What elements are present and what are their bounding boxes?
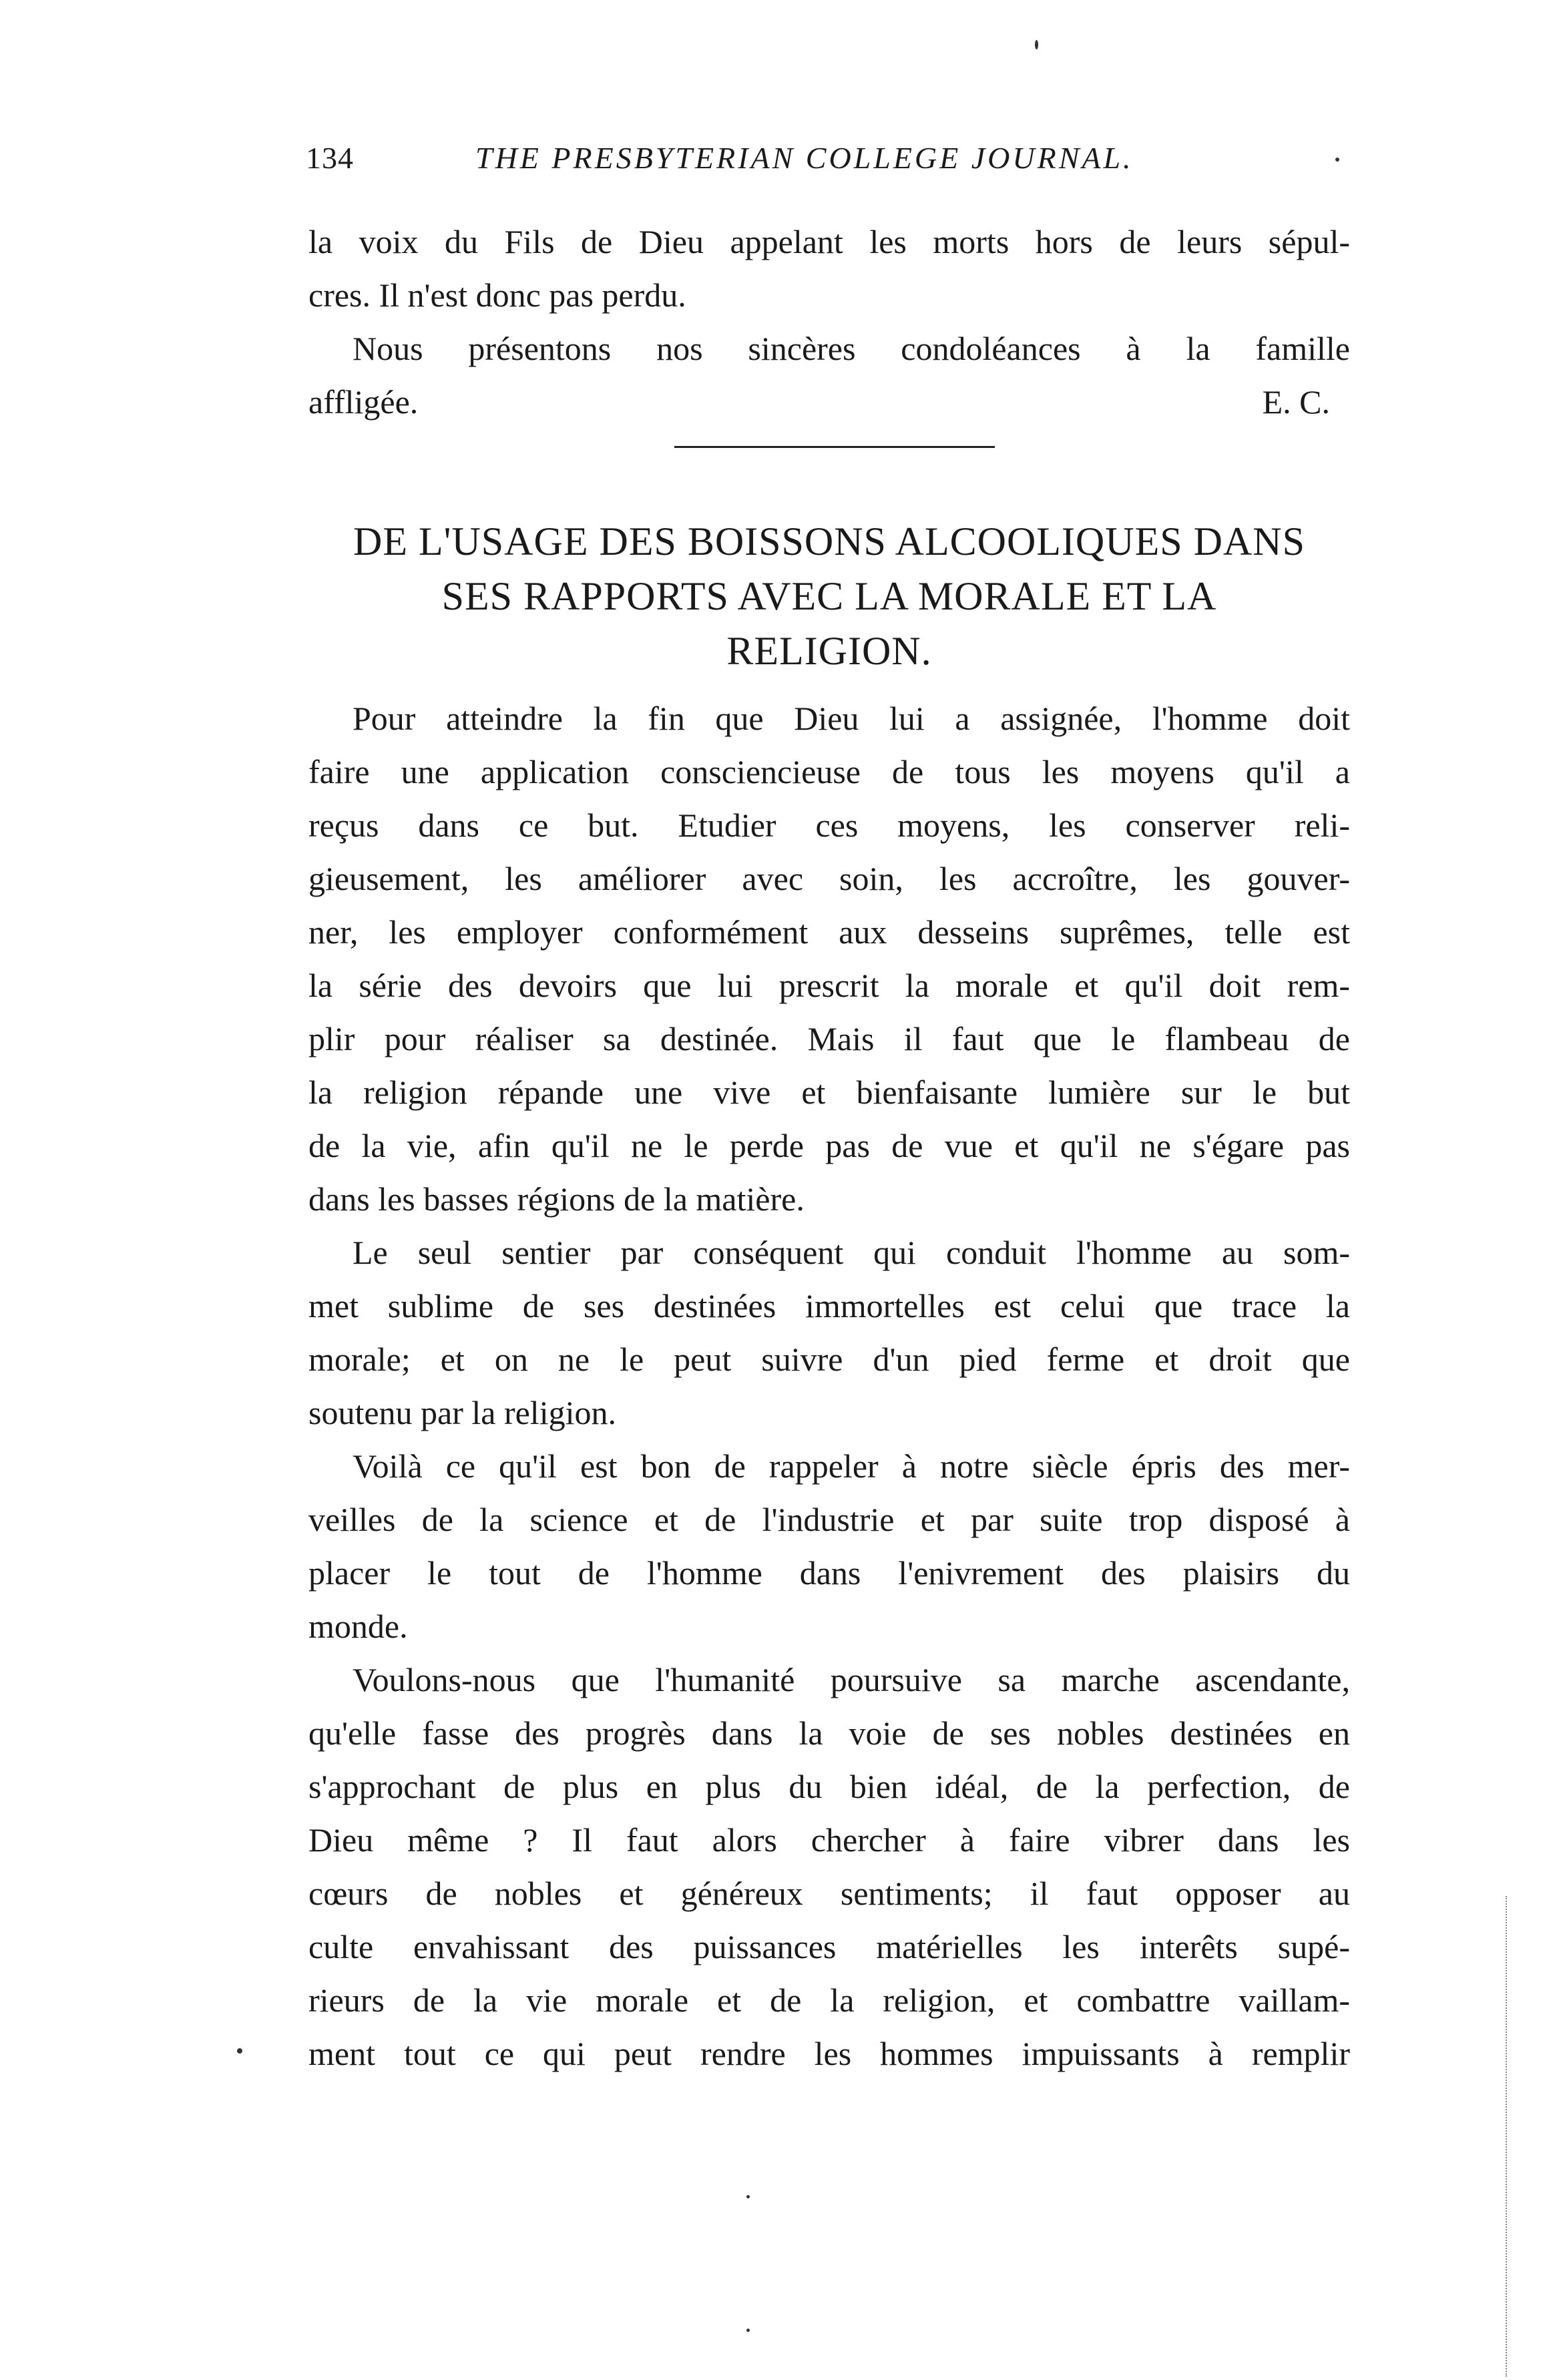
article-title <box>308 514 1350 678</box>
paragraph-3 <box>308 1439 1350 1653</box>
page-header <box>306 140 1347 187</box>
text-line: soutenu par la religion. <box>308 1394 616 1431</box>
intro-paragraph <box>308 215 1350 429</box>
paragraph-2 <box>308 1226 1350 1439</box>
text-line: cres. Il n'est donc pas perdu. <box>308 276 686 314</box>
page-number: 134 <box>306 141 354 175</box>
text-line: ment tout ce qui peut rendre les hommes impuissants à remplir <box>308 2035 1350 2072</box>
section-divider <box>674 446 995 448</box>
text-line: cœurs de nobles et généreux sentiments; il faut opposer au <box>308 1875 1350 1912</box>
scan-speck <box>1035 40 1038 49</box>
paragraph-4 <box>308 1653 1350 2080</box>
text-line: la voix du Fils de Dieu appelant les morts hors de leurs sépul- <box>308 223 1350 260</box>
text-line: met sublime de ses destinées immortelles est celui que trace la <box>308 1287 1350 1325</box>
scan-margin-line <box>1506 1896 1507 2377</box>
condolence-signature-line <box>308 375 1350 429</box>
text-line: qu'elle fasse des progrès dans la voie de ses nobles destinées en <box>308 1714 1350 1752</box>
text-line: Voulons-nous que l'humanité poursuive sa marche ascendante, <box>353 1661 1350 1698</box>
title-line: RELIGION. <box>726 629 932 673</box>
text-line: plir pour réaliser sa destinée. Mais il faut que le flambeau de <box>308 1020 1350 1057</box>
text-line: placer le tout de l'homme dans l'enivrement des plaisirs du <box>308 1554 1350 1592</box>
text-line: Pour atteindre la fin que Dieu lui a assignée, l'homme doit <box>353 700 1350 737</box>
text-line: Dieu même ? Il faut alors chercher à faire vibrer dans les <box>308 1821 1350 1859</box>
text-line: reçus dans ce but. Etudier ces moyens, les conserver reli- <box>308 806 1350 844</box>
text-line: faire une application consciencieuse de tous les moyens qu'il a <box>308 753 1350 790</box>
text-line: s'approchant de plus en plus du bien idéal, de la perfection, de <box>308 1768 1350 1805</box>
text-line: monde. <box>308 1608 408 1645</box>
title-line: SES RAPPORTS AVEC LA MORALE ET LA <box>441 574 1217 618</box>
text-line: culte envahissant des puissances matérielles les interêts supé- <box>308 1928 1350 1965</box>
scan-speck <box>746 2195 750 2198</box>
text-line: Le seul sentier par conséquent qui conduit l'homme au som- <box>353 1234 1350 1271</box>
text-line: veilles de la science et de l'industrie et par suite trop disposé à <box>308 1501 1350 1538</box>
scan-speck <box>1335 158 1339 162</box>
title-line: DE L'USAGE DES BOISSONS ALCOOLIQUES DANS <box>353 519 1305 563</box>
text-line: de la vie, afin qu'il ne le perde pas de vue et qu'il ne s'égare pas <box>308 1127 1350 1164</box>
text-line: Voilà ce qu'il est bon de rappeler à notre siècle épris des mer- <box>353 1447 1350 1485</box>
text-line: morale; et on ne le peut suivre d'un pied ferme et droit que <box>308 1341 1350 1378</box>
condolence-line: Nous présentons nos sincères condoléances à la famille <box>353 330 1350 367</box>
scan-speck <box>237 2048 242 2054</box>
text-line: dans les basses régions de la matière. <box>308 1180 805 1218</box>
text-line: la religion répande une vive et bienfaisante lumière sur le but <box>308 1074 1350 1111</box>
signature: E. C. <box>1262 383 1330 421</box>
text-line: la série des devoirs que lui prescrit la morale et qu'il doit rem- <box>308 967 1350 1004</box>
paragraph-1 <box>308 692 1350 1226</box>
scan-speck <box>746 2329 750 2332</box>
running-title: THE PRESBYTERIAN COLLEGE JOURNAL. <box>475 141 1134 175</box>
text-line: rieurs de la vie morale et de la religion, et combattre vaillam- <box>308 1981 1350 2019</box>
text-line: affligée. <box>308 383 419 421</box>
text-line: gieusement, les améliorer avec soin, les accroître, les gouver- <box>308 860 1350 897</box>
text-line: ner, les employer conformément aux desseins suprêmes, telle est <box>308 913 1350 951</box>
